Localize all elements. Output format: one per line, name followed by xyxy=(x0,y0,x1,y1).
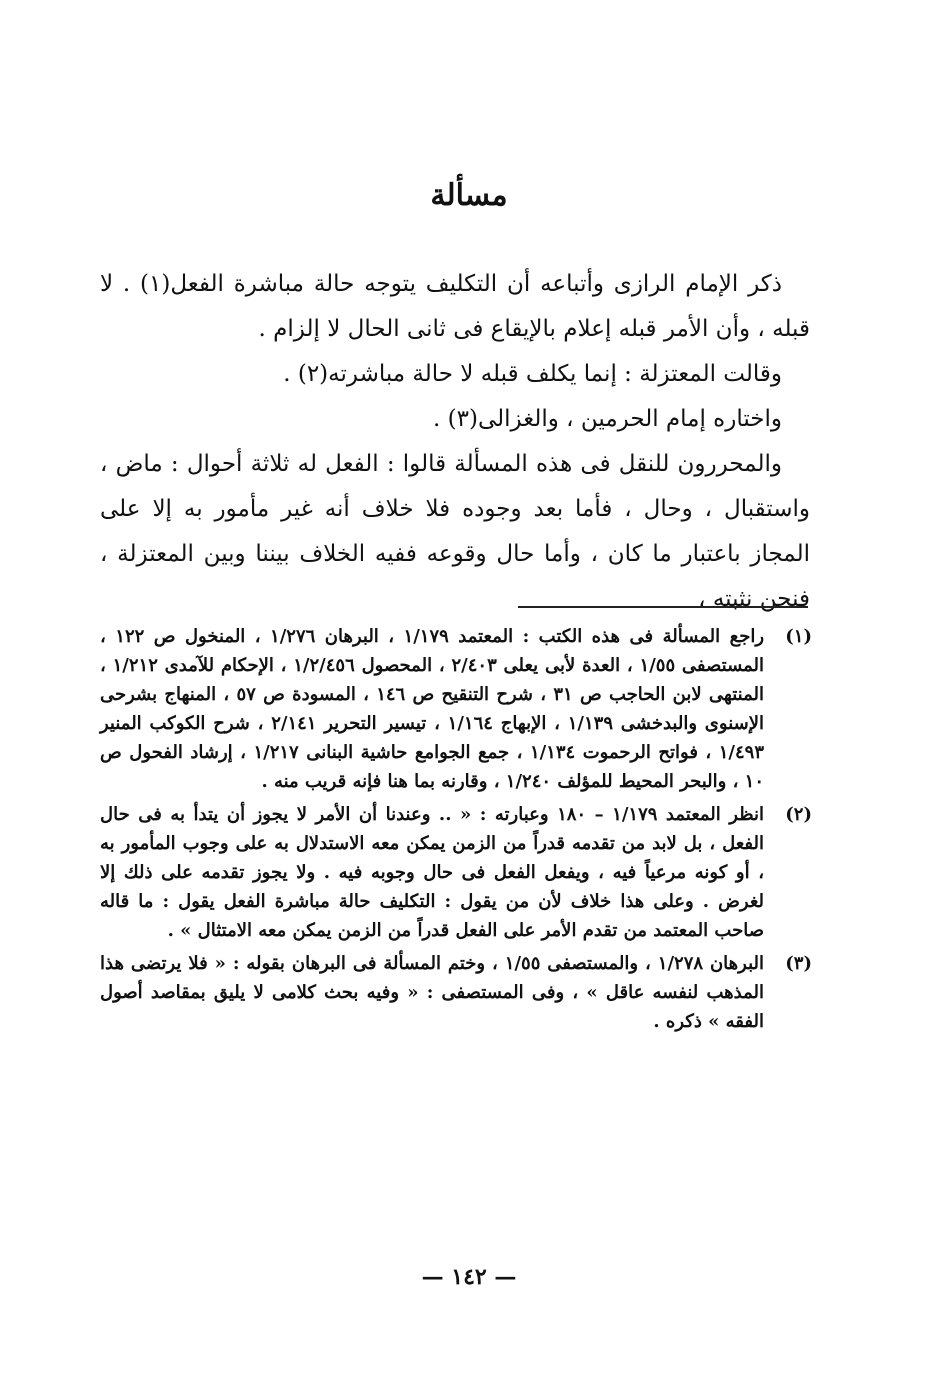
footnote-text: البرهان ١/٢٧٨ ، والمستصفى ١/٥٥ ، وختم المسألة فى البرهان بقوله : « فلا يرتضى هذا المذهب لنفسه عاقل » ، وفى المستصفى : « وفيه بحث كلامى لا يليق بمقاصد أصول الفقه » ذكره . xyxy=(100,953,765,1032)
page-number: — ١٤٢ — xyxy=(421,1264,517,1290)
section-title: مسألة xyxy=(430,178,508,213)
footnote-number: (٣) xyxy=(785,953,812,974)
footnotes xyxy=(100,622,812,1040)
main-text xyxy=(100,262,810,622)
footnote-number: (٢) xyxy=(785,804,812,825)
footnote-divider xyxy=(518,606,808,608)
paragraph-3: واختاره إمام الحرمين ، والغزالى(٣) . xyxy=(433,406,782,432)
footnote-item xyxy=(100,949,812,1036)
footnote-text: راجع المسألة فى هذه الكتب : المعتمد ١/١٧٩ ، البرهان ١/٢٧٦ ، المنخول ص ١٢٢ ، المستصفى ١/٥٥ ، العدة لأبى يعلى ٢/٤٠٣ ، المحصول ١/٢/٤٥٦ ، الإحكام للآمدى ١/٢١٢ ، المنتهى لابن الحاجب ص ٣١ ، شرح التنقيح ص ١٤٦ ، المسودة ص ٥٧ ، المنهاج بشرحى الإسنوى والبدخشى ١/١٣٩ ، الإبهاج ١/١٦٤ ، تيسير التحرير ٢/١٤١ ، شرح الكوكب المنير ١/٤٩٣ ، فواتح الرحموت ١/١٣٤ ، جمع الجوامع حاشية البنانى ١/٢١٧ ، إرشاد الفحول ص ١٠ ، والبحر المحيط للمؤلف ١/٢٤٠ ، وقارنه بما هنا فإنه قريب منه . xyxy=(100,626,765,792)
footnote-text: انظر المعتمد ١/١٧٩ – ١٨٠ وعبارته : « .. وعندنا أن الأمر لا يجوز أن يتدأ به فى حال الفعل ، بل لابد من تقدمه قدراً من الزمن يمكن معه الاستدلال به على وجوب المأمور به ، أو كونه مرعياً فيه ، ويفعل الفعل فى حال وجوبه فيه . ولا يجوز تقدمه على ذلك إلا لغرض . وعلى هذا خلاف لأن من يقول : التكليف حالة مباشرة الفعل يقول : ما قاله صاحب المعتمد من تقدم الأمر على الفعل قدراً من الزمن يمكن معه الامتثال » . xyxy=(100,804,764,941)
paragraph-2: وقالت المعتزلة : إنما يكلف قبله لا حالة مباشرته(٢) . xyxy=(283,361,782,387)
footnote-item xyxy=(100,800,812,945)
footnote-item xyxy=(100,622,812,796)
footnote-number: (١) xyxy=(785,626,812,647)
paragraph-1: ذكر الإمام الرازى وأتباعه أن التكليف يتوجه حالة مباشرة الفعل(١) . لا قبله ، وأن الأمر قبله إعلام بالإيقاع فى ثانى الحال لا إلزام . xyxy=(100,271,810,342)
paragraph-4: والمحررون للنقل فى هذه المسألة قالوا : الفعل له ثلاثة أحوال : ماض ، واستقبال ، وحال ، فأما بعد وجوده فلا خلاف أنه غير مأمور به إلا على المجاز باعتبار ما كان ، وأما حال وقوعه ففيه الخلاف بيننا وبين المعتزلة ، فنحن نثبته ، xyxy=(100,451,810,612)
